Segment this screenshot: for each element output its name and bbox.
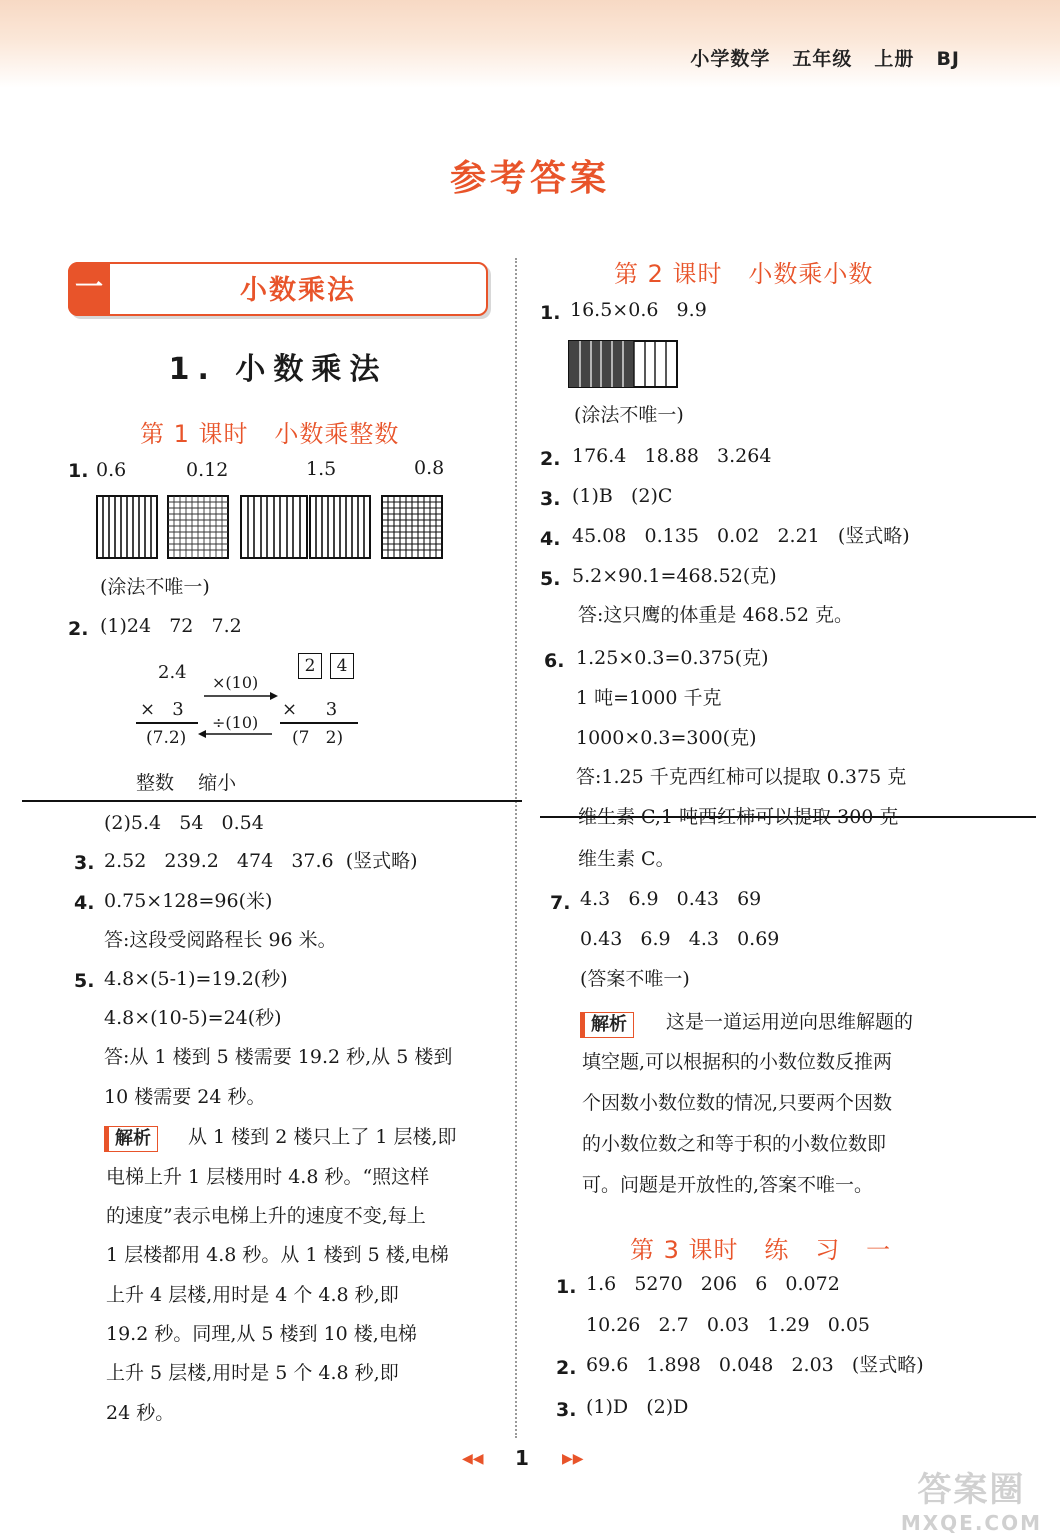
diag-rule-right [280, 722, 358, 724]
r-q3-answer: (1)B (2)C [572, 485, 673, 507]
r-q6-line-6: 维生素 C。 [578, 848, 675, 870]
lesson-3-title: 第 3 课时 练 习 一 [630, 1236, 892, 1264]
e3-answer: (1)D (2)D [586, 1396, 689, 1418]
unit-title: 小数乘法 [240, 275, 356, 306]
analysis-right-line-3: 个因数小数位数的情况,只要两个因数 [582, 1092, 893, 1114]
r-q7-note: (答案不唯一) [580, 968, 690, 990]
r-q6-line-2: 1 吨=1000 千克 [576, 687, 722, 709]
q1-number: 1. [68, 460, 89, 482]
grid-hundredths-a [168, 496, 228, 558]
r-q4-answer: 45.08 0.135 0.02 2.21 (竖式略) [572, 525, 910, 547]
q4-number: 4. [74, 892, 95, 914]
page-title: 参考答案 [449, 158, 610, 199]
r-q2-number: 2. [540, 448, 561, 470]
r-q6-line-3: 1000×0.3=300(克) [576, 727, 757, 749]
watermark-bottom: MXQE.COM [900, 1511, 1042, 1535]
grade-label: 五年级 [792, 48, 853, 70]
r-q1-answer: 16.5×0.6 9.9 [570, 299, 707, 321]
volume-label: 上册 [874, 48, 915, 70]
r-q5-answer: 答:这只鹰的体重是 468.52 克。 [578, 604, 853, 626]
q3-answer: 2.52 239.2 474 37.6 (竖式略) [104, 850, 418, 872]
diag-mul-right: × 3 [282, 699, 338, 720]
analysis-left-line-1: 从 1 楼到 2 楼只上了 1 层楼,即 [188, 1126, 457, 1148]
q1-value-4: 0.8 [414, 457, 445, 479]
analysis-left-line-2: 电梯上升 1 层楼用时 4.8 秒。“照这样 [106, 1166, 430, 1188]
r-q5-equation: 5.2×90.1=468.52(克) [572, 565, 777, 587]
analysis-left-line-5: 上升 4 层楼,用时是 4 个 4.8 秒,即 [106, 1284, 399, 1306]
diag-arrow-bottom-label: ÷(10) [212, 713, 259, 732]
diag-rule-left [136, 722, 198, 724]
chapter-title: 1. 小数乘法 [168, 352, 388, 387]
e1-line-1: 1.6 5270 206 6 0.072 [586, 1273, 840, 1295]
lesson-2-title: 第 2 课时 小数乘小数 [614, 260, 874, 288]
q2-words: 整数 缩小 [136, 772, 237, 794]
e2-answer: 69.6 1.898 0.048 2.03 (竖式略) [586, 1354, 924, 1376]
grid-tenths-a [97, 496, 157, 558]
q3-number: 3. [74, 852, 95, 874]
q5-equation-1: 4.8×(5-1)=19.2(秒) [104, 968, 288, 990]
edition-label: BJ [936, 48, 960, 70]
analysis-left-line-8: 24 秒。 [106, 1402, 175, 1424]
q4-answer: 答:这段受阅路程长 96 米。 [104, 929, 337, 951]
analysis-left-line-7: 上升 5 层楼,用时是 5 个 4.8 秒,即 [106, 1362, 399, 1384]
prev-arrows-icon: ◀◀ [462, 1451, 484, 1467]
analysis-tag-right: 解析 [580, 1012, 634, 1038]
q5-equation-2: 4.8×(10-5)=24(秒) [104, 1007, 282, 1029]
analysis-left-line-3: 的速度”表示电梯上升的速度不变,每上 [106, 1205, 426, 1227]
r-q6-line-1: 1.25×0.3=0.375(克) [576, 647, 769, 669]
analysis-left-line-4: 1 层楼都用 4.8 秒。从 1 楼到 5 楼,电梯 [106, 1244, 449, 1266]
q2-part2: (2)5.4 54 0.54 [104, 812, 264, 834]
q4-equation: 0.75×128=96(米) [104, 890, 273, 912]
q5-number: 5. [74, 970, 95, 992]
e1-line-2: 10.26 2.7 0.03 1.29 0.05 [586, 1314, 870, 1336]
analysis-right-line-1: 这是一道运用逆向思维解题的 [666, 1011, 914, 1033]
watermark-top: 答案圈 [917, 1470, 1026, 1510]
q2-line: (1)24 72 7.2 [100, 615, 242, 637]
analysis-right-line-5: 可。问题是开放性的,答案不唯一。 [582, 1174, 874, 1196]
q5-answer-2: 10 楼需要 24 秒。 [104, 1086, 266, 1108]
e1-number: 1. [556, 1276, 577, 1298]
diag-box-2: 4 [330, 653, 354, 679]
q2-number: 2. [68, 618, 89, 640]
r-q1-note: (涂法不唯一) [574, 404, 684, 426]
r-q5-number: 5. [540, 568, 561, 590]
analysis-right-line-4: 的小数位数之和等于积的小数位数即 [582, 1133, 887, 1155]
r-q4-number: 4. [540, 528, 561, 550]
r-q7-line-1: 4.3 6.9 0.43 69 [580, 888, 762, 910]
r-q7-line-2: 0.43 6.9 4.3 0.69 [580, 928, 780, 950]
r-q7-number: 7. [550, 892, 571, 914]
r-q2-answer: 176.4 18.88 3.264 [572, 445, 772, 467]
cut-line-left [22, 800, 522, 802]
r-q3-number: 3. [540, 488, 561, 510]
unit-number: 一 [68, 262, 110, 316]
diag-result-left: (7.2) [146, 728, 187, 748]
diag-result-right: (7 2) [292, 728, 344, 748]
q5-answer-1: 答:从 1 楼到 5 楼需要 19.2 秒,从 5 楼到 [104, 1046, 453, 1068]
analysis-tag-left: 解析 [104, 1126, 158, 1152]
e2-number: 2. [556, 1357, 577, 1379]
decimal-strip [568, 340, 680, 390]
subject-label: 小学数学 [690, 48, 771, 70]
q1-value-1: 0.6 [96, 459, 127, 481]
grid-hundredths-b [382, 496, 442, 558]
e3-number: 3. [556, 1399, 577, 1421]
diag-box-1: 2 [298, 653, 322, 679]
q1-value-3: 1.5 [306, 458, 337, 480]
book-info [668, 44, 960, 71]
grid-tenths-b [241, 496, 307, 558]
q1-note: (涂法不唯一) [100, 576, 210, 598]
analysis-right-line-2: 填空题,可以根据积的小数位数反推两 [582, 1051, 893, 1073]
shaded-grids [96, 495, 446, 561]
watermark-logo [901, 1462, 1042, 1535]
diag-top-left: 2.4 [158, 662, 187, 683]
page-number: 1 [515, 1446, 529, 1470]
diag-arrow-top-label: ×(10) [212, 673, 259, 692]
q1-value-2: 0.12 [186, 459, 229, 481]
diag-mul-left: × 3 [140, 699, 184, 720]
grid-tenths-c [310, 496, 370, 558]
analysis-left-line-6: 19.2 秒。同理,从 5 楼到 10 楼,电梯 [106, 1323, 417, 1345]
r-q6-line-5: 维生素 C,1 吨西红柿可以提取 300 克 [578, 806, 899, 828]
r-q1-number: 1. [540, 302, 561, 324]
next-arrows-icon: ▶▶ [562, 1451, 584, 1467]
r-q6-number: 6. [544, 650, 565, 672]
r-q6-line-4: 答:1.25 千克西红柿可以提取 0.375 克 [576, 766, 907, 788]
column-divider [515, 258, 517, 1438]
lesson-1-title: 第 1 课时 小数乘整数 [140, 420, 400, 448]
